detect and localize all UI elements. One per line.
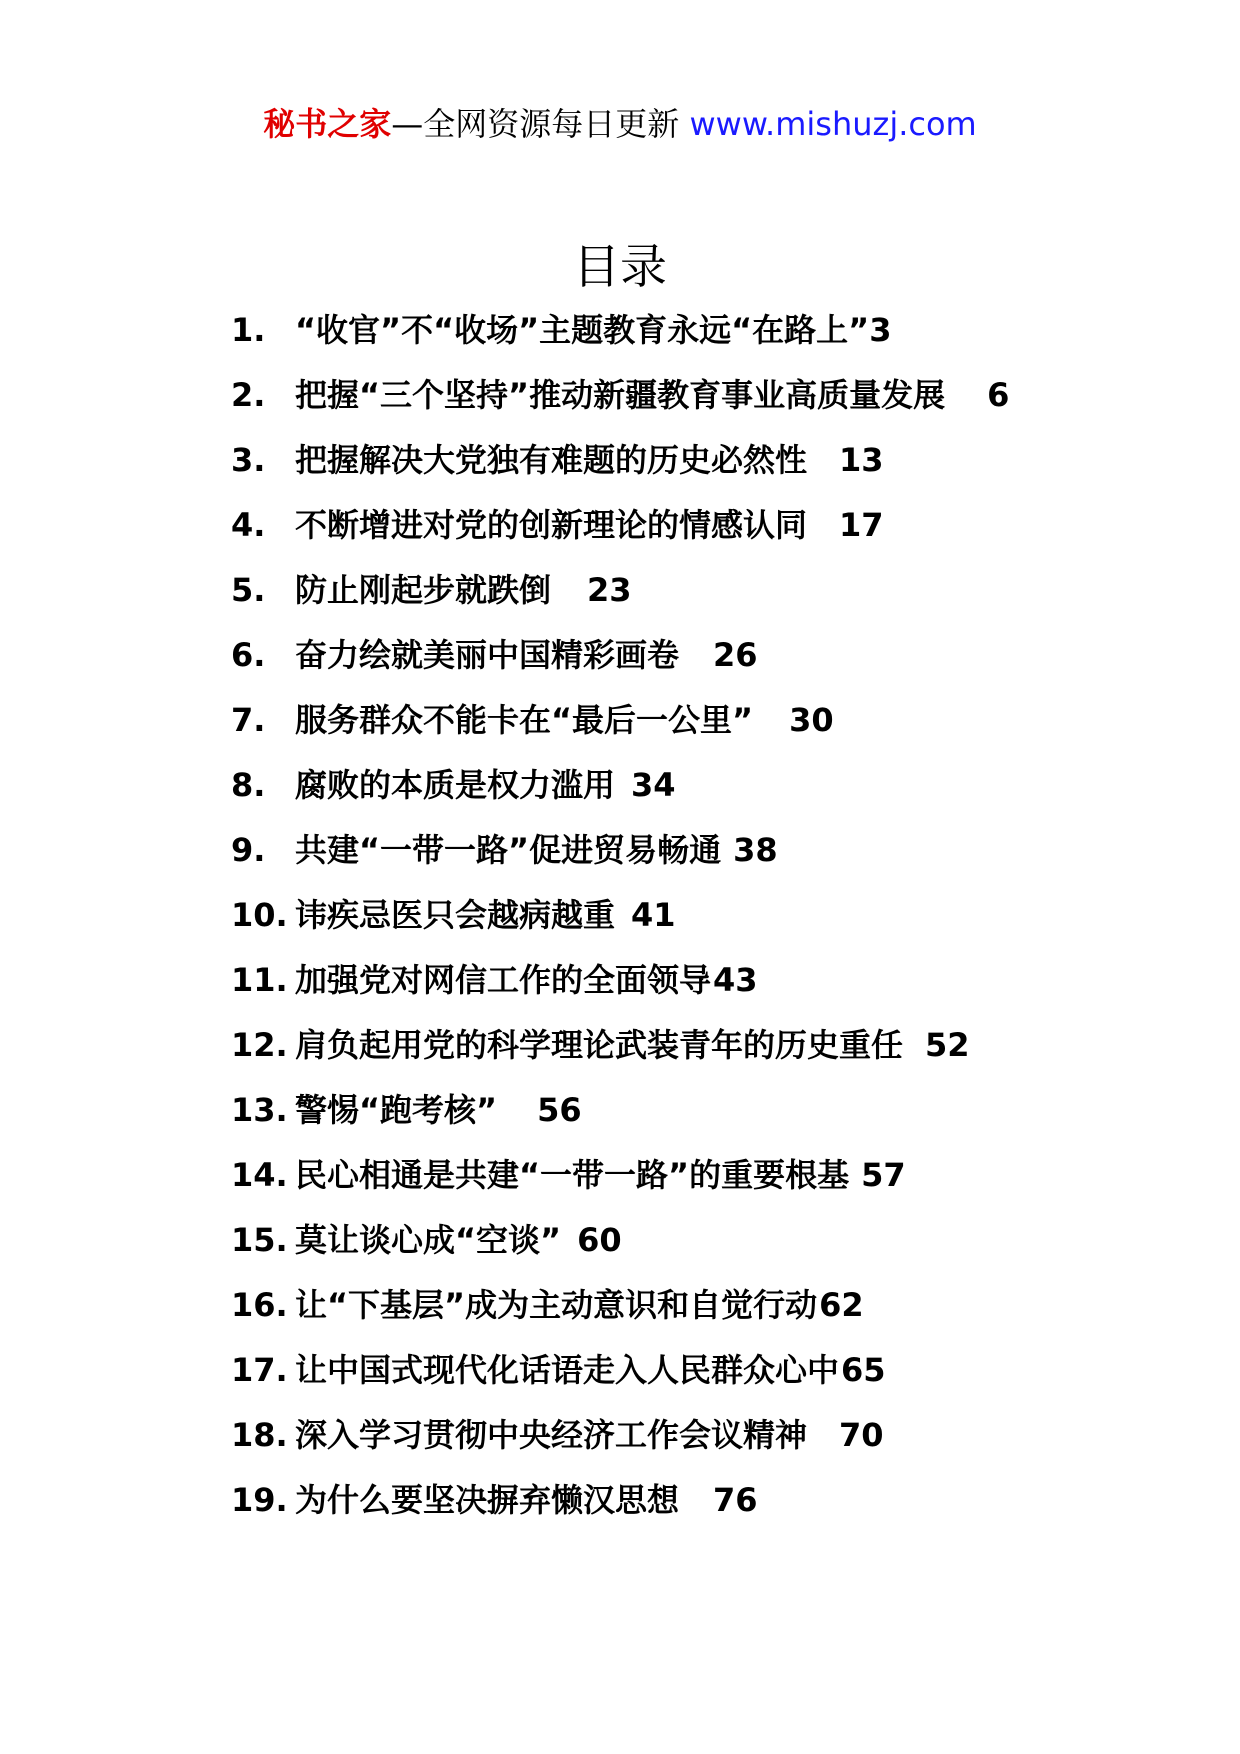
toc-entry[interactable] xyxy=(231,1086,1191,1151)
toc-entry-page-number: 17 xyxy=(839,506,884,544)
toc-entry-title: 共建“一带一路”促进贸易畅通 xyxy=(295,831,722,869)
toc-entry-page-number: 13 xyxy=(839,441,884,479)
toc-entry[interactable] xyxy=(231,1151,1191,1216)
toc-entry-number: 17. xyxy=(231,1351,288,1389)
toc-entry-title: “收官”不“收场”主题教育永远“在路上” xyxy=(295,311,870,349)
toc-entry-title: 不断增进对党的创新理论的情感认同 xyxy=(295,506,808,544)
toc-entry[interactable] xyxy=(231,956,1191,1021)
toc-entry-number: 1. xyxy=(231,311,266,349)
toc-entry-number: 5. xyxy=(231,571,266,609)
toc-entry-page-number: 34 xyxy=(631,766,676,804)
toc-entry-title: 为什么要坚决摒弃懒汉思想 xyxy=(295,1481,680,1519)
toc-entry-title: 把握“三个坚持”推动新疆教育事业高质量发展 xyxy=(295,376,946,414)
toc-entry[interactable] xyxy=(231,436,1191,501)
toc-entry-title: 防止刚起步就跌倒 xyxy=(295,571,552,609)
toc-entry-title: 深入学习贯彻中央经济工作会议精神 xyxy=(295,1416,808,1454)
toc-entry[interactable] xyxy=(231,1411,1191,1476)
toc-entry-title: 让中国式现代化话语走入人民群众心中 xyxy=(295,1351,840,1389)
toc-entry-title: 莫让谈心成“空谈” xyxy=(295,1221,562,1259)
toc-entry-number: 15. xyxy=(231,1221,288,1259)
toc-entry-page-number: 6 xyxy=(987,376,1010,414)
toc-entry-number: 9. xyxy=(231,831,266,869)
toc-entry-title: 服务群众不能卡在“最后一公里” xyxy=(295,701,754,739)
toc-entry[interactable] xyxy=(231,566,1191,631)
toc-entry-title: 肩负起用党的科学理论武装青年的历史重任 xyxy=(295,1026,904,1064)
toc-entry-page-number: 56 xyxy=(537,1091,582,1129)
site-tagline: —全网资源每日更新 xyxy=(391,105,690,143)
toc-entry-title: 讳疾忌医只会越病越重 xyxy=(295,896,616,934)
toc-entry[interactable] xyxy=(231,1021,1191,1086)
toc-entry-number: 10. xyxy=(231,896,288,934)
toc-entry[interactable] xyxy=(231,696,1191,761)
toc-entry[interactable] xyxy=(231,826,1191,891)
toc-entry[interactable] xyxy=(231,501,1191,566)
toc-list xyxy=(231,306,1191,1541)
toc-entry-number: 8. xyxy=(231,766,266,804)
toc-entry-number: 7. xyxy=(231,701,266,739)
site-brand: 秘书之家 xyxy=(263,105,392,143)
toc-entry-page-number: 30 xyxy=(789,701,834,739)
toc-entry-number: 12. xyxy=(231,1026,288,1064)
toc-entry-page-number: 38 xyxy=(733,831,778,869)
toc-entry-number: 2. xyxy=(231,376,266,414)
toc-entry-number: 19. xyxy=(231,1481,288,1519)
toc-entry-page-number: 26 xyxy=(713,636,758,674)
toc-entry[interactable] xyxy=(231,371,1191,436)
toc-entry-number: 13. xyxy=(231,1091,288,1129)
toc-entry-page-number: 23 xyxy=(587,571,632,609)
toc-title: 目录 xyxy=(573,240,667,295)
toc-entry-page-number: 60 xyxy=(577,1221,622,1259)
toc-entry-title: 腐败的本质是权力滥用 xyxy=(295,766,616,804)
toc-entry-page-number: 76 xyxy=(713,1481,758,1519)
toc-entry-title: 加强党对网信工作的全面领导 xyxy=(295,961,712,999)
toc-entry-number: 11. xyxy=(231,961,288,999)
toc-entry[interactable] xyxy=(231,891,1191,956)
toc-entry-page-number: 65 xyxy=(841,1351,886,1389)
toc-entry-page-number: 57 xyxy=(861,1156,906,1194)
toc-entry-number: 14. xyxy=(231,1156,288,1194)
toc-entry[interactable] xyxy=(231,1346,1191,1411)
toc-entry-number: 16. xyxy=(231,1286,288,1324)
toc-entry-number: 6. xyxy=(231,636,266,674)
toc-entry-page-number: 43 xyxy=(713,961,758,999)
toc-entry-title: 让“下基层”成为主动意识和自觉行动 xyxy=(295,1286,818,1324)
toc-entry-page-number: 52 xyxy=(925,1026,970,1064)
toc-entry-title: 民心相通是共建“一带一路”的重要根基 xyxy=(295,1156,850,1194)
toc-entry[interactable] xyxy=(231,631,1191,696)
toc-entry-title: 把握解决大党独有难题的历史必然性 xyxy=(295,441,808,479)
site-header xyxy=(0,102,1240,146)
toc-entry-page-number: 3 xyxy=(869,311,892,349)
toc-entry[interactable] xyxy=(231,306,1191,371)
toc-entry[interactable] xyxy=(231,1281,1191,1346)
toc-entry-page-number: 62 xyxy=(819,1286,864,1324)
toc-entry-title: 警惕“跑考核” xyxy=(295,1091,498,1129)
toc-entry[interactable] xyxy=(231,761,1191,826)
toc-entry-page-number: 70 xyxy=(839,1416,884,1454)
toc-entry-number: 3. xyxy=(231,441,266,479)
toc-entry[interactable] xyxy=(231,1216,1191,1281)
toc-entry-title: 奋力绘就美丽中国精彩画卷 xyxy=(295,636,680,674)
toc-entry[interactable] xyxy=(231,1476,1191,1541)
toc-entry-number: 4. xyxy=(231,506,266,544)
toc-entry-number: 18. xyxy=(231,1416,288,1454)
toc-entry-page-number: 41 xyxy=(631,896,676,934)
site-url-link[interactable]: www.mishuzj.com xyxy=(689,105,977,143)
